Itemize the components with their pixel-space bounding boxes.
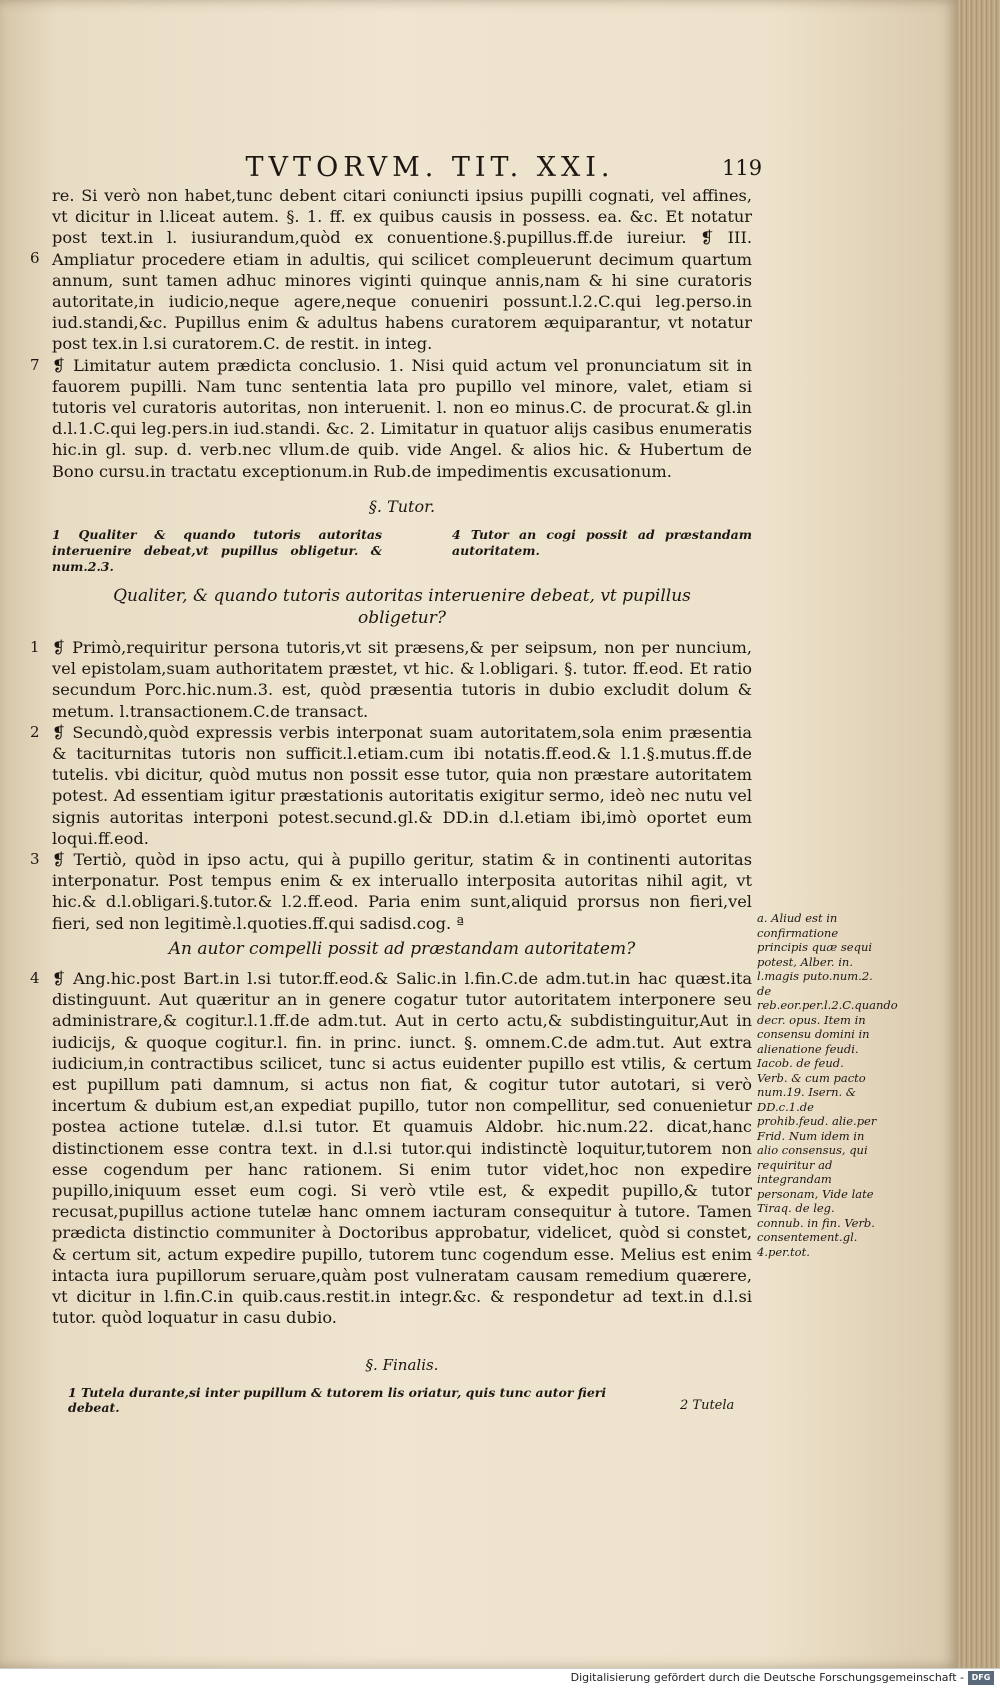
marginal-note: a. Aliud est in confirmatione principis quæ sequi potest, Alber. in. l.magis puto.num.2. de reb.eor.per.l.2.C.quando decr. opus. Item in consensu domini in alienatione feudi. Iacob. de feud. Verb. & cum pacto num.19. Isern. & DD.c.1.de prohib.feud. alie.per Frid. Num idem in alio consensus, qui requiritur ad integrandam personam, Vide late Tiraq. de leg. connub. in fin. Verb. consentement.gl. 4.per.tot. <box>757 911 898 1259</box>
section-title: §. Tutor. <box>368 496 436 516</box>
paragraph <box>30 185 752 355</box>
paragraph-text: ❡ Secundò,quòd expressis verbis interponat suam autoritatem,sola enim præsentia & taciturnitas tutoris non sufficit.l.etiam.cum ibi notatis.ff.eod.& l.1.§.mutus.ff.de tutelis. vbi dicitur, quòd mutus non possit esse tutor, quia non præstare autoritatem potest. Ad essentiam igitur præstationis autoritatis exigitur sermo, ideò nec nutu vel signis autoritas interponi potest.secund.gl.& DD.in d.l.etiam ibi,imò oportet eum loqui.ff.eod. <box>52 722 752 848</box>
marginal-number: 6 <box>30 249 40 267</box>
footer-credit: Digitalisierung gefördert durch die Deutsche Forschungsgemeinschaft - <box>570 1671 964 1684</box>
paragraph-text: re. Si verò non habet,tunc debent citari coniuncti ipsius pupilli cognati, vel affines, vt dicitur in l.liceat autem. §. 1. ff. ex quibus causis in possess. ea. &c. Et notatur post text.in l. iusiurandum,quòd ex conuentione.§.pupillus.ff.de iureiur. ❡ III. Ampliatur procedere etiam in adultis, qui scilicet compleuerunt decimum quartum annum, sunt tamen adhuc minores viginti quinque annis,nam & hi sine curatoris autoritate,in iudicio,neque agere,neque conueniri possunt.l.2.C.qui leg.perso.in iud.standi,&c. Pupillus enim & adultus habens curatorem æquiparantur, vt notatur post tex.in l.si curatorem.C. de restit. in integ. <box>52 186 752 354</box>
question-heading: An autor compelli possit ad præstandam autoritatem? <box>168 938 636 959</box>
footer-bar <box>0 1668 1000 1688</box>
summary-number: 4 <box>452 527 461 543</box>
paragraph <box>30 637 752 722</box>
summary-right <box>452 527 752 575</box>
paragraph <box>30 722 752 849</box>
summary-number: 1 <box>52 527 61 543</box>
summary-text: Tutor an cogi possit ad præstandam autoritatem. <box>452 527 752 559</box>
paragraph-text: ❡ Tertiò, quòd in ipso actu, qui à pupillo geritur, statim & in continenti autoritas interponatur. Post tempus enim & ex interuallo interposita autoritas nihil agit, vt hic.& d.l.obligari.§.tutor.& l.2.ff.eod. Paria enim sunt,aliquid prorsus non fieri,vel fieri, sed non legitimè.l.quoties.ff.qui sadisd.cog. ª <box>52 850 752 933</box>
marginal-number: 3 <box>30 850 40 869</box>
paragraph <box>30 968 752 1328</box>
paragraph-text: ❡ Ang.hic.post Bart.in l.si tutor.ff.eod.& Salic.in l.fin.C.de adm.tut.in hac quæst.ita distinguunt. Aut quæritur an in genere cogatur tutor autoritatem interponere seu administrare,& cogitur.l.1.ff.de adm.tut. Aut in certo actu,& subdistinguitur,Aut in iudicijs, & quoque cogitur.l. fin. in princ. iunct. §. omnem.C.de adm.tut. Aut extra iudicium,in contractibus scilicet, tunc si actus euidenter pupillo est vtilis, & certum est pupillum pati damnum, si actus non fiat, & cogitur tutor autotari, si verò incertum & dubium est,an expediat pupillo, tutor non compellitur, sed conuenietur postea actione tutelæ. d.l.si tutor. Et quamuis Aldobr. hic.num.22. dicat,hanc distinctionem esse contra text. in d.l.si tutor.qui indistinctè loquitur,tutorem non esse cogendum per hanc rationem. Si enim tutor videt,hoc non expedire pupillo,iniquum esset eum cogi. Si verò vtile est, & expedit pupillo,& tutor recusat,pupillus actione tutelæ hanc omnem iacturam consequitur à tutore. Tamen prædicta distinctio communiter à Doctoribus approbatur, videlicet, quòd si constet, & certum sit, actum expedire pupillo, tutorem tunc cogendum esse. Melius est enim intacta iura pupillorum seruare,quàm post vulneratam causam remedium quærere, vt dicitur in l.fin.C.in quib.caus.restit.in integr.&c. & respondetur ad text.in d.l.si tutor. quòd loquatur in casu dubio. <box>52 968 752 1328</box>
summary-line: 1 Tutela durante,si inter pupillum & tutorem lis oriatur, quis tunc autor fieri debeat. <box>68 1385 607 1415</box>
marginal-number: 1 <box>30 638 40 657</box>
page-edges <box>958 0 1000 1668</box>
paragraph <box>30 355 752 482</box>
summary-left <box>52 527 382 575</box>
catchword: 2 Tutela <box>680 1398 735 1413</box>
folio-number: 119 <box>722 156 763 180</box>
main-text-column <box>30 185 752 1328</box>
section-title: §. Finalis. <box>365 1356 439 1374</box>
paragraph <box>30 849 752 934</box>
dfg-logo-icon: DFG <box>968 1671 994 1685</box>
paragraph-text: ❡ Primò,requiritur persona tutoris,vt sit præsens,& per seipsum, non per nuncium, vel epistolam,suam authoritatem præstet, vt hic. & l.obligari. §. tutor. ff.eod. Et ratio secundum Porc.hic.num.3. est, quòd præsentia tutoris in dubio excludit dolum & metum. l.transactionem.C.de transact. <box>52 638 752 721</box>
marginal-number: 2 <box>30 722 40 741</box>
marginal-number: 4 <box>30 968 40 987</box>
running-head: TVTORVM. TIT. XXI. <box>245 152 615 183</box>
paragraph-text: ❡ Limitatur autem prædicta conclusio. 1. Nisi quid actum vel pronunciatum sit in fauorem pupilli. Nam tunc sententia lata pro pupillo vel minore, valet, etiam si tutoris vel curatoris autoritas, non interuenit. l. non eo minus.C. de procurat.& gl.in d.l.1.C.qui leg.pers.in iud.standi. &c. 2. Limitatur in quatuor alijs casibus enumeratis hic.in gl. sup. d. verb.nec vllum.de quib. vide Angel. & alios hic. & Hubertum de Bono cursu.in tractatu exceptionum.in Rub.de impedimentis excusationum. <box>52 355 752 481</box>
marginal-number: 7 <box>30 355 40 374</box>
summary-text: Qualiter & quando tutoris autoritas interuenire debeat,vt pupillus obligetur. & num.2.3. <box>52 527 382 575</box>
section-summary <box>52 527 752 575</box>
question-heading: Qualiter, & quando tutoris autoritas interuenire debeat, vt pupillus obligetur? <box>113 586 691 629</box>
